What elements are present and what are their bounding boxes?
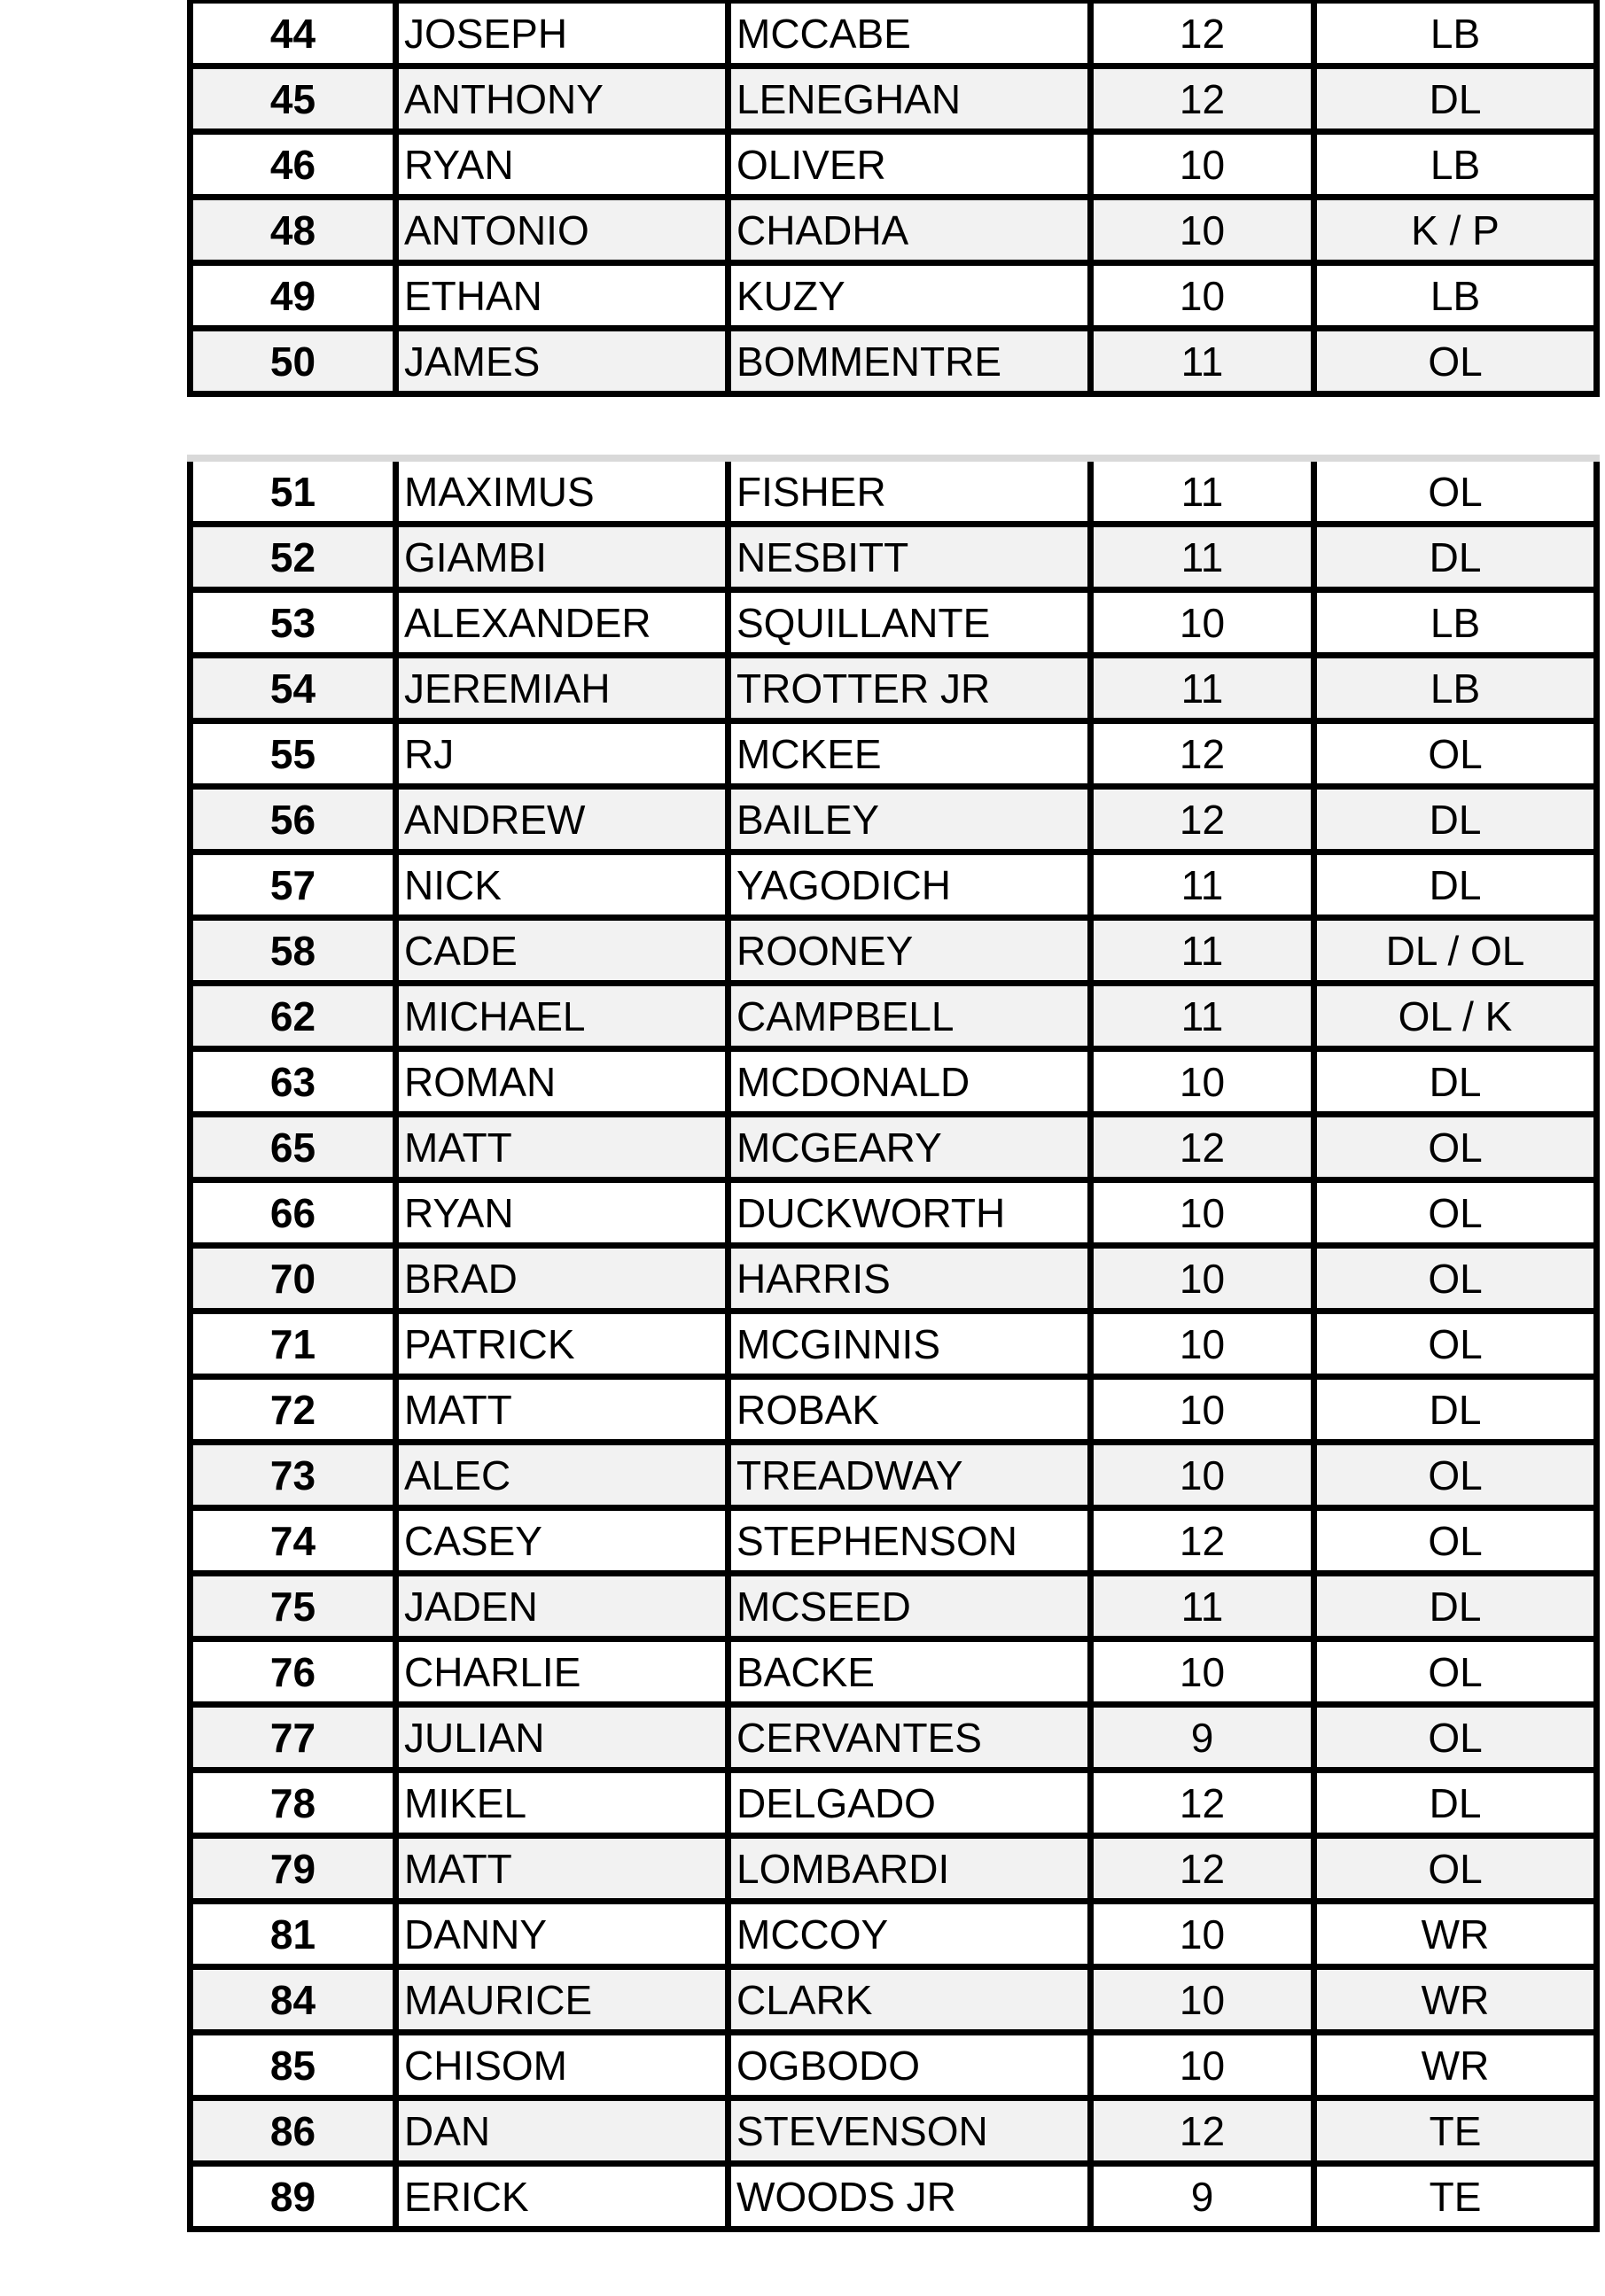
cell-player-number: 49 bbox=[269, 272, 316, 319]
cell-grade: 12 bbox=[1087, 4, 1311, 63]
table-row bbox=[193, 527, 1593, 593]
cell-grade: 10 bbox=[1087, 1052, 1311, 1111]
cell-position: LB bbox=[1311, 593, 1593, 652]
cell-first-name: MICHAEL bbox=[393, 986, 725, 1046]
cell-grade: 10 bbox=[1087, 1380, 1311, 1439]
cell-position: DL bbox=[1311, 1052, 1593, 1111]
cell-position: OL bbox=[1311, 724, 1593, 783]
cell-position: TE bbox=[1311, 2167, 1593, 2226]
cell-grade: 10 bbox=[1087, 135, 1311, 194]
cell-first-name: CHARLIE bbox=[393, 1642, 725, 1701]
cell-player-number: 45 bbox=[269, 75, 316, 122]
table-row bbox=[193, 593, 1593, 658]
table-row bbox=[193, 1904, 1593, 1970]
cell-position: LB bbox=[1311, 266, 1593, 325]
table-row bbox=[193, 1576, 1593, 1642]
cell-last-name: STEPHENSON bbox=[725, 1511, 1087, 1570]
cell-first-name: RYAN bbox=[393, 1183, 725, 1242]
cell-player-number: 55 bbox=[269, 730, 316, 777]
cell-position: TE bbox=[1311, 2101, 1593, 2160]
table-row bbox=[193, 1642, 1593, 1708]
cell-position: OL bbox=[1311, 462, 1593, 521]
cell-grade: 10 bbox=[1087, 1314, 1311, 1374]
cell-first-name: ERICK bbox=[393, 2167, 725, 2226]
roster-table-1 bbox=[187, 0, 1600, 397]
cell-position: LB bbox=[1311, 135, 1593, 194]
cell-grade: 11 bbox=[1087, 855, 1311, 915]
cell-player-number: 71 bbox=[269, 1320, 316, 1367]
cell-first-name: CADE bbox=[393, 921, 725, 980]
table-row bbox=[193, 2035, 1593, 2101]
cell-first-name: CASEY bbox=[393, 1511, 725, 1570]
cell-last-name: MCDONALD bbox=[725, 1052, 1087, 1111]
cell-grade: 9 bbox=[1087, 2167, 1311, 2226]
cell-last-name: TREADWAY bbox=[725, 1445, 1087, 1505]
cell-last-name: CAMPBELL bbox=[725, 986, 1087, 1046]
cell-player-number: 51 bbox=[269, 468, 316, 515]
cell-grade: 10 bbox=[1087, 1642, 1311, 1701]
cell-grade: 12 bbox=[1087, 2101, 1311, 2160]
cell-first-name: RJ bbox=[393, 724, 725, 783]
cell-first-name: GIAMBI bbox=[393, 527, 725, 587]
cell-first-name: ETHAN bbox=[393, 266, 725, 325]
table-row bbox=[193, 1708, 1593, 1773]
cell-grade: 12 bbox=[1087, 1839, 1311, 1898]
cell-position: OL / K bbox=[1311, 986, 1593, 1046]
cell-last-name: FISHER bbox=[725, 462, 1087, 521]
cell-grade: 12 bbox=[1087, 1511, 1311, 1570]
cell-last-name: DUCKWORTH bbox=[725, 1183, 1087, 1242]
table-row bbox=[193, 921, 1593, 986]
cell-grade: 10 bbox=[1087, 200, 1311, 260]
cell-first-name: JULIAN bbox=[393, 1708, 725, 1767]
cell-player-number: 65 bbox=[269, 1124, 316, 1171]
table-row bbox=[193, 855, 1593, 921]
cell-grade: 11 bbox=[1087, 527, 1311, 587]
cell-first-name: ANDREW bbox=[393, 790, 725, 849]
cell-first-name: MATT bbox=[393, 1380, 725, 1439]
cell-first-name: CHISOM bbox=[393, 2035, 725, 2095]
table-row bbox=[193, 69, 1593, 135]
cell-position: DL bbox=[1311, 1576, 1593, 1636]
cell-last-name: STEVENSON bbox=[725, 2101, 1087, 2160]
cell-first-name: ALEXANDER bbox=[393, 593, 725, 652]
cell-grade: 10 bbox=[1087, 1249, 1311, 1308]
cell-last-name: BOMMENTRE bbox=[725, 331, 1087, 391]
cell-last-name: OGBODO bbox=[725, 2035, 1087, 2095]
table-row bbox=[193, 1249, 1593, 1314]
cell-grade: 10 bbox=[1087, 1445, 1311, 1505]
cell-grade: 10 bbox=[1087, 1183, 1311, 1242]
cell-first-name: MATT bbox=[393, 1117, 725, 1177]
cell-last-name: TROTTER JR bbox=[725, 658, 1087, 718]
cell-position: OL bbox=[1311, 1249, 1593, 1308]
roster-table-2 bbox=[187, 462, 1600, 2232]
cell-grade: 10 bbox=[1087, 266, 1311, 325]
cell-player-number: 74 bbox=[269, 1517, 316, 1564]
cell-player-number: 70 bbox=[269, 1255, 316, 1302]
cell-position: OL bbox=[1311, 1314, 1593, 1374]
table-row bbox=[193, 266, 1593, 331]
cell-position: DL bbox=[1311, 527, 1593, 587]
cell-grade: 11 bbox=[1087, 331, 1311, 391]
table-row bbox=[193, 1117, 1593, 1183]
cell-first-name: MAXIMUS bbox=[393, 462, 725, 521]
cell-first-name: ROMAN bbox=[393, 1052, 725, 1111]
cell-last-name: BAILEY bbox=[725, 790, 1087, 849]
cell-last-name: LOMBARDI bbox=[725, 1839, 1087, 1898]
table-row bbox=[193, 790, 1593, 855]
cell-last-name: MCKEE bbox=[725, 724, 1087, 783]
cell-grade: 10 bbox=[1087, 1904, 1311, 1964]
cell-first-name: JEREMIAH bbox=[393, 658, 725, 718]
cell-player-number: 62 bbox=[269, 992, 316, 1039]
cell-grade: 11 bbox=[1087, 986, 1311, 1046]
cell-player-number: 56 bbox=[269, 796, 316, 843]
table-row bbox=[193, 1773, 1593, 1839]
cell-last-name: WOODS JR bbox=[725, 2167, 1087, 2226]
cell-player-number: 72 bbox=[269, 1386, 316, 1433]
cell-position: DL bbox=[1311, 855, 1593, 915]
cell-position: OL bbox=[1311, 1445, 1593, 1505]
cell-grade: 11 bbox=[1087, 1576, 1311, 1636]
cell-last-name: ROBAK bbox=[725, 1380, 1087, 1439]
table-row bbox=[193, 724, 1593, 790]
table-row bbox=[193, 4, 1593, 69]
cell-first-name: NICK bbox=[393, 855, 725, 915]
cell-first-name: MATT bbox=[393, 1839, 725, 1898]
table-row bbox=[193, 1052, 1593, 1117]
cell-player-number: 46 bbox=[269, 141, 316, 188]
cell-position: WR bbox=[1311, 1904, 1593, 1964]
cell-first-name: DANNY bbox=[393, 1904, 725, 1964]
table-row bbox=[193, 200, 1593, 266]
cell-position: DL bbox=[1311, 790, 1593, 849]
cell-last-name: MCCOY bbox=[725, 1904, 1087, 1964]
cell-last-name: MCCABE bbox=[725, 4, 1087, 63]
table-row bbox=[193, 462, 1593, 527]
cell-first-name: BRAD bbox=[393, 1249, 725, 1308]
cell-position: OL bbox=[1311, 1839, 1593, 1898]
cell-player-number: 76 bbox=[269, 1648, 316, 1695]
cell-grade: 12 bbox=[1087, 1117, 1311, 1177]
cell-first-name: ANTONIO bbox=[393, 200, 725, 260]
cell-grade: 12 bbox=[1087, 790, 1311, 849]
cell-player-number: 79 bbox=[269, 1845, 316, 1892]
cell-player-number: 89 bbox=[269, 2173, 316, 2220]
cell-last-name: SQUILLANTE bbox=[725, 593, 1087, 652]
cell-last-name: HARRIS bbox=[725, 1249, 1087, 1308]
cell-position: OL bbox=[1311, 1117, 1593, 1177]
cell-player-number: 75 bbox=[269, 1583, 316, 1630]
cell-first-name: PATRICK bbox=[393, 1314, 725, 1374]
cell-first-name: MAURICE bbox=[393, 1970, 725, 2029]
cell-last-name: CLARK bbox=[725, 1970, 1087, 2029]
table-row bbox=[193, 658, 1593, 724]
cell-player-number: 81 bbox=[269, 1911, 316, 1957]
cell-grade: 12 bbox=[1087, 1773, 1311, 1833]
cell-grade: 11 bbox=[1087, 658, 1311, 718]
cell-first-name: DAN bbox=[393, 2101, 725, 2160]
cell-player-number: 66 bbox=[269, 1189, 316, 1236]
table-row bbox=[193, 1511, 1593, 1576]
cell-position: OL bbox=[1311, 1511, 1593, 1570]
cell-grade: 12 bbox=[1087, 69, 1311, 128]
cell-position: DL bbox=[1311, 1773, 1593, 1833]
cell-first-name: JADEN bbox=[393, 1576, 725, 1636]
cell-player-number: 73 bbox=[269, 1452, 316, 1498]
cell-first-name: JAMES bbox=[393, 331, 725, 391]
cell-last-name: DELGADO bbox=[725, 1773, 1087, 1833]
cell-last-name: CERVANTES bbox=[725, 1708, 1087, 1767]
cell-first-name: JOSEPH bbox=[393, 4, 725, 63]
cell-player-number: 86 bbox=[269, 2107, 316, 2154]
cell-position: DL bbox=[1311, 69, 1593, 128]
cell-last-name: KUZY bbox=[725, 266, 1087, 325]
cell-first-name: ANTHONY bbox=[393, 69, 725, 128]
table-row bbox=[193, 1970, 1593, 2035]
table-row bbox=[193, 1839, 1593, 1904]
cell-grade: 10 bbox=[1087, 1970, 1311, 2029]
cell-player-number: 44 bbox=[269, 10, 316, 57]
cell-player-number: 52 bbox=[269, 533, 316, 580]
cell-first-name: RYAN bbox=[393, 135, 725, 194]
cell-player-number: 57 bbox=[269, 861, 316, 908]
table-row bbox=[193, 2167, 1593, 2226]
cell-last-name: LENEGHAN bbox=[725, 69, 1087, 128]
cell-last-name: CHADHA bbox=[725, 200, 1087, 260]
cell-position: DL / OL bbox=[1311, 921, 1593, 980]
cell-position: OL bbox=[1311, 1183, 1593, 1242]
table-row bbox=[193, 331, 1593, 391]
cell-player-number: 84 bbox=[269, 1976, 316, 2023]
cell-first-name: MIKEL bbox=[393, 1773, 725, 1833]
table-row bbox=[193, 1314, 1593, 1380]
cell-last-name: YAGODICH bbox=[725, 855, 1087, 915]
cell-player-number: 85 bbox=[269, 2042, 316, 2089]
cell-grade: 9 bbox=[1087, 1708, 1311, 1767]
cell-position: WR bbox=[1311, 1970, 1593, 2029]
cell-position: OL bbox=[1311, 331, 1593, 391]
cell-last-name: NESBITT bbox=[725, 527, 1087, 587]
table-row bbox=[193, 1380, 1593, 1445]
cell-position: LB bbox=[1311, 658, 1593, 718]
cell-position: OL bbox=[1311, 1642, 1593, 1701]
cell-grade: 10 bbox=[1087, 593, 1311, 652]
cell-position: DL bbox=[1311, 1380, 1593, 1439]
cell-player-number: 58 bbox=[269, 927, 316, 974]
cell-player-number: 77 bbox=[269, 1714, 316, 1761]
cell-last-name: MCSEED bbox=[725, 1576, 1087, 1636]
cell-position: K / P bbox=[1311, 200, 1593, 260]
cell-player-number: 63 bbox=[269, 1058, 316, 1105]
cell-player-number: 54 bbox=[269, 665, 316, 712]
cell-grade: 11 bbox=[1087, 462, 1311, 521]
table-row bbox=[193, 986, 1593, 1052]
cell-last-name: MCGEARY bbox=[725, 1117, 1087, 1177]
table-row bbox=[193, 1445, 1593, 1511]
cell-last-name: OLIVER bbox=[725, 135, 1087, 194]
cell-last-name: MCGINNIS bbox=[725, 1314, 1087, 1374]
cell-position: LB bbox=[1311, 4, 1593, 63]
table-row bbox=[193, 1183, 1593, 1249]
table-row bbox=[193, 2101, 1593, 2167]
cell-player-number: 48 bbox=[269, 206, 316, 253]
cell-grade: 11 bbox=[1087, 921, 1311, 980]
cell-position: WR bbox=[1311, 2035, 1593, 2095]
cell-last-name: BACKE bbox=[725, 1642, 1087, 1701]
table-top-strip bbox=[187, 455, 1600, 462]
cell-player-number: 50 bbox=[269, 338, 316, 385]
cell-player-number: 53 bbox=[269, 599, 316, 646]
table-row bbox=[193, 135, 1593, 200]
cell-position: OL bbox=[1311, 1708, 1593, 1767]
cell-last-name: ROONEY bbox=[725, 921, 1087, 980]
cell-first-name: ALEC bbox=[393, 1445, 725, 1505]
cell-grade: 12 bbox=[1087, 724, 1311, 783]
cell-player-number: 78 bbox=[269, 1779, 316, 1826]
cell-grade: 10 bbox=[1087, 2035, 1311, 2095]
